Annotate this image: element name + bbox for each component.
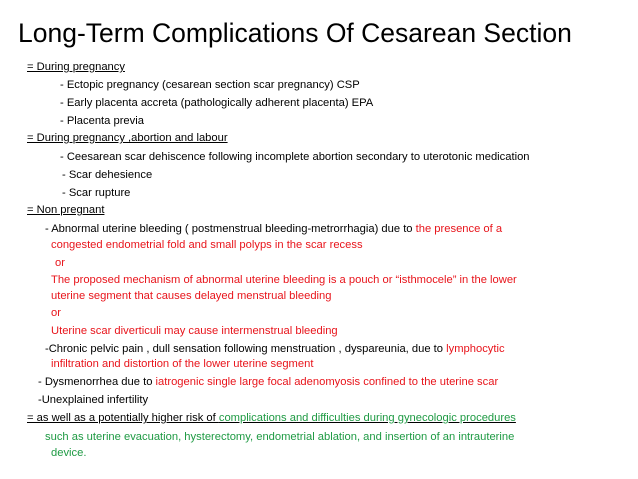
dys-cause: iatrogenic single large focal adenomyosis confined to the uterine scar: [155, 376, 499, 388]
or-text: or: [55, 257, 65, 269]
pain-cause-continued: infiltration and distortion of the lower uterine segment: [51, 358, 314, 370]
heading-during-pregnancy: = During pregnancy: [27, 61, 125, 73]
risk-text: = as well as a potentially higher risk of: [27, 412, 219, 424]
page-title: Long-Term Complications Of Cesarean Section: [18, 18, 572, 48]
risk-line: [27, 411, 516, 426]
dys-text: - Dysmenorrhea due to: [38, 376, 156, 388]
mechanism-line-2: uterine segment that causes delayed menstrual bleeding: [51, 290, 332, 302]
pain-cause: lymphocytic: [446, 343, 505, 355]
list-item-aub: [45, 222, 502, 237]
risk-procedures: complications and difficulties during gynecologic procedures: [218, 412, 516, 424]
list-item: - Ceesarean scar dehiscence following incomplete abortion secondary to uterotonic medication: [60, 151, 530, 163]
aub-text: - Abnormal uterine bleeding ( postmenstrual bleeding-metrorrhagia) due to: [45, 223, 416, 235]
procedures-line-2: such as uterine evacuation, hysterectomy, endometrial ablation, and insertion of an intrauterine: [45, 431, 515, 443]
heading-non-pregnant: = Non pregnant: [27, 204, 105, 216]
aub-cause-continued: congested endometrial fold and small polyps in the scar recess: [51, 239, 363, 251]
list-item-pain: [45, 342, 505, 357]
pain-text: -Chronic pelvic pain , dull sensation following menstruation , dyspareunia, due to: [45, 343, 447, 355]
list-item: - Scar rupture: [62, 187, 131, 199]
diverticuli-line: Uterine scar diverticuli may cause intermenstrual bleeding: [51, 325, 338, 337]
or-text: or: [51, 307, 61, 319]
list-item-infertility: -Unexplained infertility: [38, 394, 149, 406]
list-item: - Scar dehesience: [62, 169, 153, 181]
list-item: - Early placenta accreta (pathologically adherent placenta) EPA: [60, 97, 374, 109]
list-item-dysmenorrhea: [38, 375, 498, 390]
mechanism-line-1: The proposed mechanism of abnormal uterine bleeding is a pouch or “isthmocele” in the lower: [51, 274, 517, 286]
list-item: - Placenta previa: [60, 115, 144, 127]
list-item: - Ectopic pregnancy (cesarean section scar pregnancy) CSP: [60, 79, 360, 91]
aub-cause: the presence of a: [415, 223, 503, 235]
procedures-line-3: device.: [51, 447, 87, 459]
heading-abortion-labour: = During pregnancy ,abortion and labour: [27, 132, 228, 144]
